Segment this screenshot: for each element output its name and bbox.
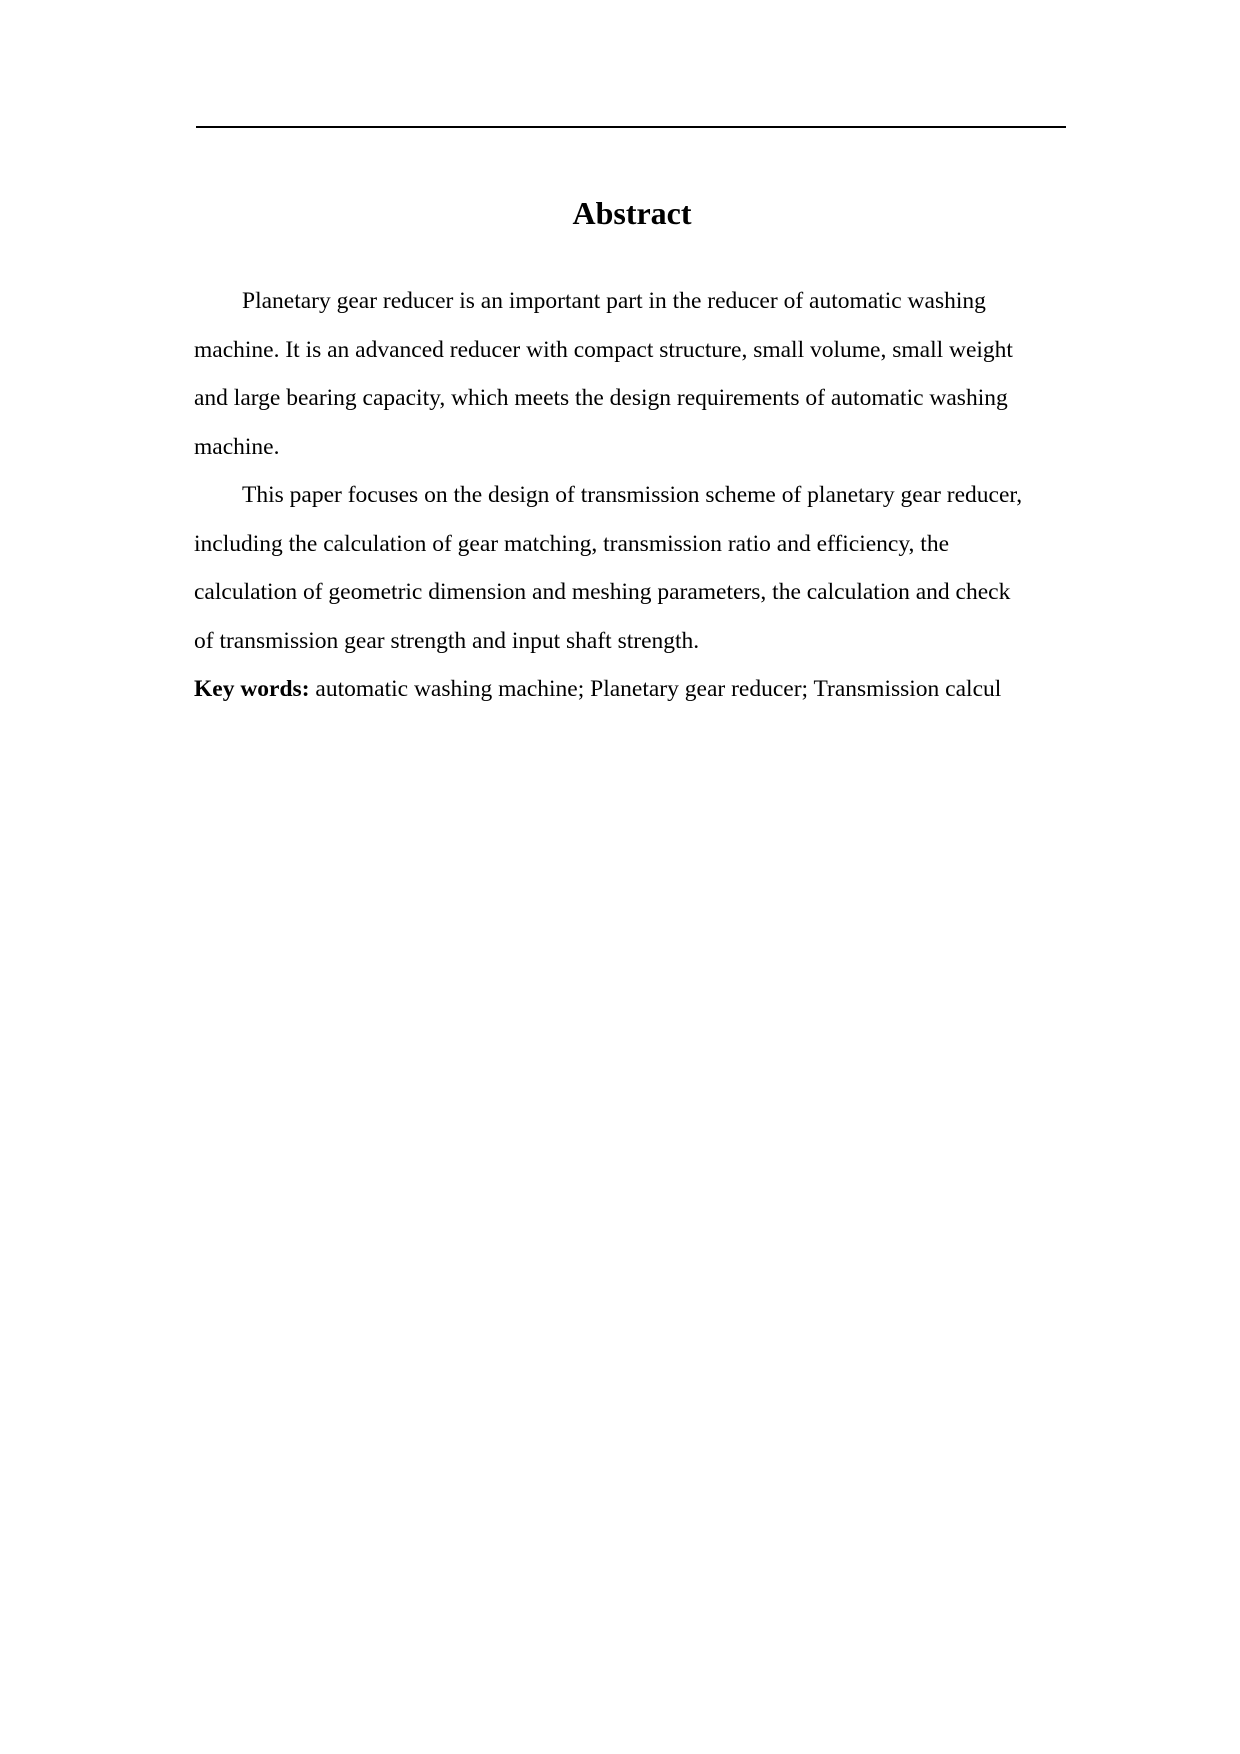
keywords-label: Key words: (194, 676, 310, 702)
paragraph-line: machine. It is an advanced reducer with compact structure, small volume, small weight (194, 336, 1013, 363)
keywords-line (194, 665, 1074, 714)
keywords-text: automatic washing machine; Planetary gear reducer; Transmission calcul (309, 676, 1002, 702)
paragraph-line: including the calculation of gear matching, transmission ratio and efficiency, the (194, 530, 950, 557)
paragraph-line: calculation of geometric dimension and meshing parameters, the calculation and check (194, 579, 1011, 605)
abstract-paragraph-1 (194, 277, 1074, 471)
paragraph-line: This paper focuses on the design of transmission scheme of planetary gear reducer, (242, 482, 1023, 508)
abstract-paragraph-2 (194, 471, 1074, 665)
paragraph-line: of transmission gear strength and input shaft strength. (194, 627, 700, 654)
paragraph-line: and large bearing capacity, which meets the design requirements of automatic washing (194, 385, 1008, 411)
paragraph-line: machine. (194, 433, 280, 460)
paragraph-line: Planetary gear reducer is an important part in the reducer of automatic washing (242, 288, 986, 314)
page-title: Abstract (572, 195, 692, 231)
header-rule (196, 126, 1066, 128)
